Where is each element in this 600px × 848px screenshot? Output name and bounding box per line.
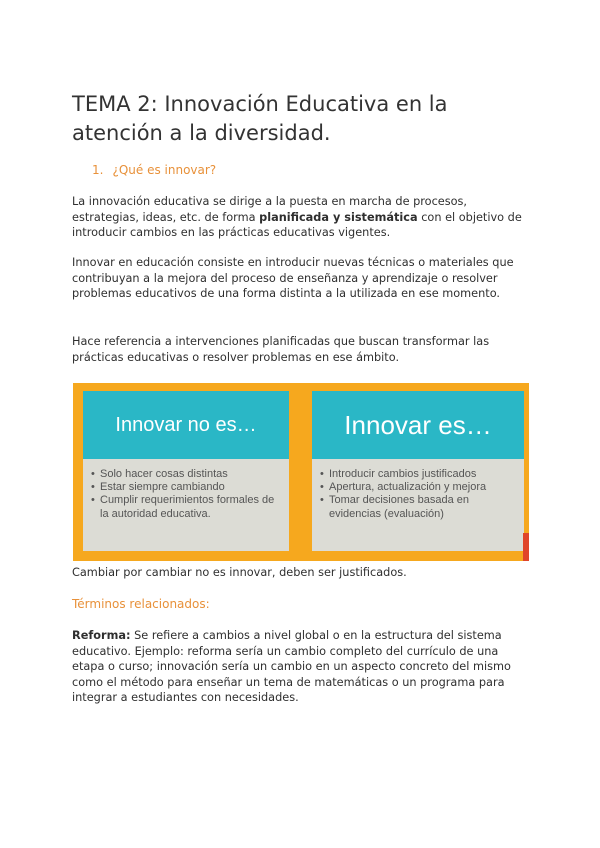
innovar-es-title: Innovar es…	[312, 391, 524, 459]
list-item: • Cumplir requerimientos formales de la autoridad educativa.	[91, 494, 283, 520]
innovar-es-card	[312, 391, 524, 551]
list-item: • Solo hacer cosas distintas	[91, 468, 283, 481]
list-item: • Estar siempre cambiando	[91, 481, 283, 494]
innovar-no-es-list	[83, 459, 289, 521]
section-heading-text: ¿Qué es innovar?	[112, 163, 217, 177]
paragraph-reference: Hace referencia a intervenciones planificadas que buscan transformar las prácticas educativas o resolver problemas en ese ámbito.	[72, 335, 490, 364]
reforma-definition: Se refiere a cambios a nivel global o en la estructura del sistema educativo. Ejemplo: reforma sería un cambio completo del currículo de una etapa o curso; innovación sería un cambio en un aspecto concreto del mismo como el método para enseñar un tema de matemáticas o un programa para integrar a estudiantes con necesidades.	[72, 629, 511, 704]
innovar-no-es-card	[83, 391, 289, 551]
list-item: • Tomar decisiones basada en evidencias (evaluación)	[320, 494, 518, 520]
list-item: • Introducir cambios justificados	[320, 468, 518, 481]
paragraph-definition-end: con el objetivo de introducir cambios en las prácticas educativas vigentes.	[72, 210, 522, 239]
paragraph-justification: Cambiar por cambiar no es innovar, deben ser justificados.	[72, 566, 407, 579]
section-number: 1.	[92, 163, 104, 177]
paragraph-reforma	[72, 628, 532, 706]
comparison-figure	[73, 383, 529, 561]
list-item: • Apertura, actualización y mejora	[320, 481, 518, 494]
innovar-no-es-title: Innovar no es…	[83, 391, 289, 459]
related-terms-heading: Términos relacionados:	[72, 597, 210, 611]
page-title: TEMA 2: Innovación Educativa en la atención a la diversidad.	[72, 92, 448, 145]
paragraph-definition-start: La innovación educativa se dirige a la puesta en marcha de procesos, estrategias, ideas, etc. de forma	[72, 195, 468, 224]
section-heading	[92, 163, 216, 177]
reforma-term: Reforma:	[72, 629, 131, 642]
figure-edge-decoration	[523, 533, 529, 561]
innovar-es-list	[312, 459, 524, 521]
paragraph-definition	[72, 194, 532, 241]
paragraph-definition-bold: planificada y sistemática	[259, 210, 418, 224]
paragraph-innovation: Innovar en educación consiste en introducir nuevas técnicas o materiales que contribuyan a la mejora del proceso de enseñanza y aprendizaje o resolver problemas educativos de una forma distinta a la utilizada en ese momento.	[72, 256, 514, 300]
